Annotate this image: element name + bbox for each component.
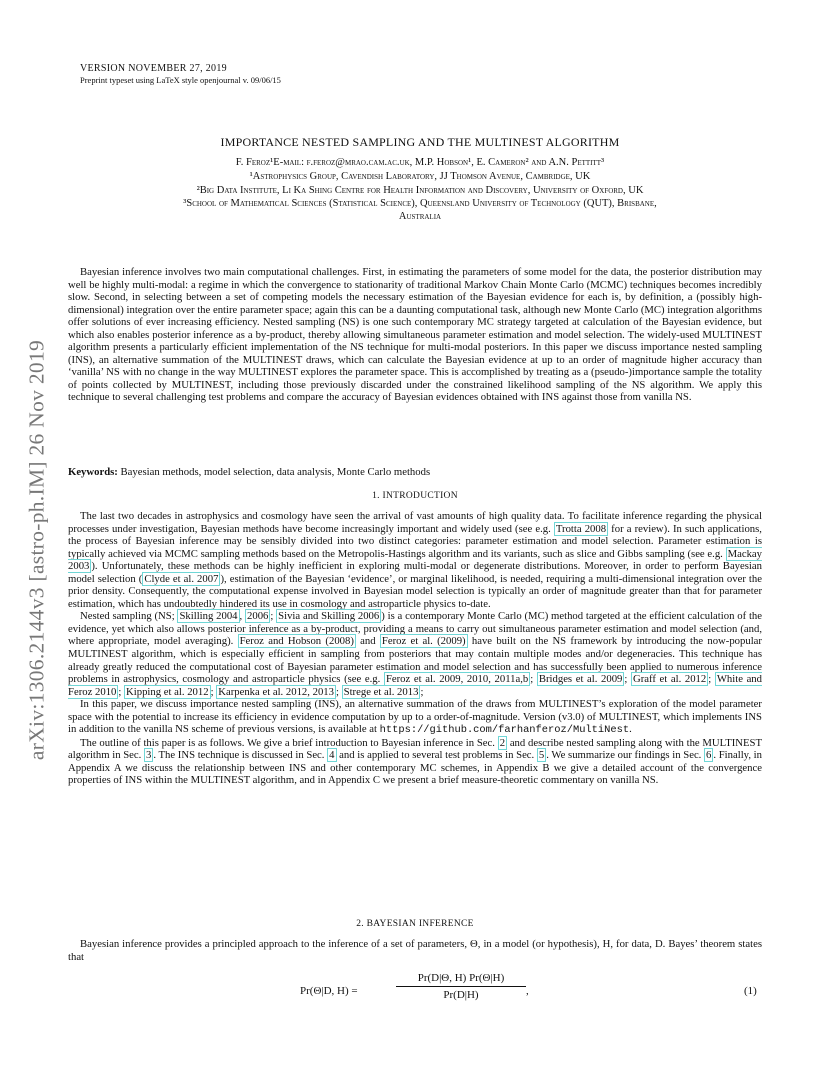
text-run: . We summarize our findings in Sec. [546, 749, 705, 762]
citation-link[interactable]: White and Feroz 2010 [68, 673, 762, 698]
text-run: . Finally, in Appendix A we discuss the relationship between INS and other contemporary MC schemes, in Appendix B we give a detailed account of the convergence properties of INS within the MULTINEST algorithm, and in Appendix C we present a brief measure-theoretic commentary on vanilla NS. [68, 749, 762, 787]
text-run: . The INS technique is discussed in Sec. [153, 749, 328, 762]
citation-link[interactable]: Sivia and Skilling 2006 [278, 610, 380, 623]
citation-link[interactable]: Mackay 2003 [68, 547, 762, 573]
text-run: ; [118, 685, 125, 698]
text-run: ; [335, 685, 342, 698]
text-run: and describe nested sampling along with the MULTINEST algorithm in Sec. [68, 736, 762, 762]
text-run: The last two decades in astrophysics and cosmology have seen the arrival of vast amounts of high quality data. To facilitate inference regarding the physical processes under investigation, Bayesian methods have become increasingly important and widely used (see e.g. [68, 510, 762, 535]
text-run: ). Unfortunately, these methods can be highly inefficient in exploring multi-modal or degenerate distributions. Moreover, in order to perform Bayesian model selection ( [68, 560, 762, 585]
text-run: ; [270, 610, 277, 623]
intro-paragraph-4 [68, 737, 762, 787]
intro-paragraph-2 [68, 610, 762, 698]
citation-link[interactable]: Feroz et al. (2009) [381, 635, 466, 648]
citation-link[interactable]: Bridges et al. 2009 [538, 673, 623, 686]
equation-lhs: Pr(Θ|D, H) = [300, 985, 358, 997]
intro-paragraph-1 [68, 510, 762, 610]
citation-link[interactable]: 2006 [247, 610, 269, 623]
text-run: In this paper, we discuss importance nested sampling (INS), an alternative summation of the draws from MULTINEST’s exploration of the model parameter space with the potential to increase its efficiency in evidence computation by up to a order-of-magnitude. Version (v3.0) of MULTINEST, which implements INS in addition to the vanilla NS scheme of previous versions, is available at [68, 698, 762, 736]
keywords-text: Bayesian methods, model selection, data analysis, Monte Carlo methods [117, 466, 431, 478]
paper-title: IMPORTANCE NESTED SAMPLING AND THE MULTINEST ALGORITHM [220, 135, 620, 149]
citation-link[interactable]: Kipping et al. 2012 [126, 685, 209, 698]
citation-link[interactable]: Trotta 2008 [555, 522, 607, 535]
section-ref-link[interactable]: 4 [329, 749, 335, 762]
abstract-text: Bayesian inference involves two main computational challenges. First, in estimating the parameters of some model for the data, the posterior distribution may well be highly multi-modal: a regime in which the convergence to stationarity of traditional Markov Chain Monte Carlo (MCMC) techniques becomes incredibly slow. Second, in selecting between a set of competing models the necessary estimation of the Bayesian evidence for each is, by definition, a (possibly high-dimensional) integration over the entire parameter space; again this can be a daunting computational task, although new Monte Carlo (MC) integration algorithms offer solutions of ever increasing efficiency. Nested sampling (NS) is one such contemporary MC strategy targeted at calculation of the Bayesian evidence, but which also enables posterior inference as a by-product, thereby allowing simultaneous parameter estimation and model selection. The widely-used MULTINEST algorithm presents a particularly efficient implementation of the NS technique for multi-modal posteriors. In this paper we discuss importance nested sampling (INS), an alternative summation of the MULTINEST draws, which can calculate the Bayesian evidence at up to an order of magnitude higher accuracy than ‘vanilla’ NS with no change in the way MULTINEST explores the parameter space. This is accomplished by treating as a (pseudo-)importance sample the totality of points collected by MULTINEST, including those previously discarded under the constrained likelihood sampling of the NS algorithm. We apply this technique to several challenging test problems and compare the accuracy of Bayesian evidences obtained with INS against those from vanilla NS. [68, 266, 762, 404]
text-run: , [239, 610, 246, 623]
preprint-line: Preprint typeset using LaTeX style openjournal v. 09/06/15 [80, 75, 281, 85]
citation-link[interactable]: Skilling 2004 [179, 610, 238, 623]
equation-number: (1) [744, 985, 757, 997]
section-ref-link[interactable]: 2 [499, 736, 506, 749]
affiliation-2: ²Big Data Institute, Li Ka Shing Centre for Health Information and Discovery, University of Oxford, UK [196, 185, 644, 196]
citation-link[interactable]: Feroz et al. 2009, 2010, 2011a,b [385, 673, 529, 686]
section-heading-bayesian-inference: 2. BAYESIAN INFERENCE [356, 919, 474, 929]
equation-comma: , [526, 985, 529, 997]
bayesian-inference-body [68, 938, 762, 963]
text-run: and [355, 635, 380, 648]
text-run: The outline of this paper is as follows. We give a brief introduction to Bayesian inference in Sec. [80, 736, 498, 749]
arxiv-sidebar [22, 250, 52, 850]
keywords-label: Keywords: [68, 466, 118, 478]
text-run: Nested sampling (NS; [80, 610, 178, 623]
citation-link[interactable]: Graff et al. 2012 [633, 673, 707, 686]
affiliation-3-country: Australia [398, 211, 442, 222]
citation-link[interactable]: Clyde et al. 2007 [144, 572, 219, 585]
text-run: ; [530, 673, 537, 686]
section-ref-link[interactable]: 5 [538, 749, 545, 762]
text-run: have built on the NS framework by introducing the now-popular MULTINEST algorithm, which is especially efficient in sampling from posteriors that may contain multiple modes and/or degeneracies. This technique has already greatly reduced the computational cost of Bayesian parameter estimation and model selection and has successfully been applied to numerous inference problems in astrophysics, cosmology and astroparticle physics (see e.g. [68, 635, 762, 686]
citation-link[interactable]: Feroz and Hobson (2008) [239, 635, 354, 648]
arxiv-identifier: arXiv:1306.2144v3 [astro-ph.IM] 26 Nov 2019 [24, 339, 49, 761]
keywords [68, 466, 762, 479]
version-line: VERSION NOVEMBER 27, 2019 [80, 63, 227, 74]
text-run: ), estimation of the Bayesian ‘evidence’, or marginal likelihood, is needed, requiring a multi-dimensional integration over the prior density. Consequently, the computational expense involved in Bayesian model selection is typically an order of magnitude greater than that for parameter estimation, which has undoubtedly hindered its use in cosmology and astroparticle physics to-date. [68, 572, 762, 610]
bayes-paragraph-1: Bayesian inference provides a principled approach to the inference of a set of parameters, Θ, in a model (or hypothesis), H, for data, D. Bayes’ theorem states that [68, 938, 762, 963]
section-heading-introduction: 1. INTRODUCTION [372, 491, 458, 501]
text-run: ; [420, 685, 424, 698]
equation-denominator: Pr(D|H) [443, 989, 479, 1001]
intro-paragraph-3 [68, 698, 762, 737]
author-list: F. Feroz¹E-mail: f.feroz@mrao.cam.ac.uk, M.P. Hobson¹, E. Cameron² and A.N. Pettitt³ [235, 157, 605, 168]
equation-fraction [396, 972, 526, 1001]
abstract [68, 266, 762, 404]
text-run: ; [210, 685, 217, 698]
affiliation-3: ³School of Mathematical Sciences (Statistical Science), Queensland University of Technology (QUT), Brisbane, [183, 198, 657, 209]
text-run: ; [624, 673, 631, 686]
github-url-link[interactable]: https://github.com/farhanferoz/MultiNest [379, 724, 630, 737]
introduction-body [68, 510, 762, 787]
citation-link[interactable]: Karpenka et al. 2012, 2013 [218, 685, 334, 698]
section-ref-link[interactable]: 3 [146, 749, 152, 762]
text-run: and is applied to several test problems in Sec. [336, 749, 537, 762]
section-ref-link[interactable]: 6 [706, 749, 712, 762]
text-run: for a review). In such applications, the process of Bayesian inference may be sensibly divided into two distinct categories: parameter estimation and model selection. Parameter estimation is typically achieved via MCMC sampling methods based on the Metropolis-Hastings algorithm and its variants, such as slice and Gibbs sampling (see e.g. [68, 522, 762, 560]
bayes-equation [300, 972, 540, 1012]
text-run: ) is a contemporary Monte Carlo (MC) method targeted at the efficient calculation of the evidence, yet which also allows posterior inference as a by-product, providing a means to carry out simultaneous parameter estimation and model selection (and, where appropriate, model averaging). [68, 610, 763, 648]
text-run: ; [708, 673, 715, 686]
affiliation-1: ¹Astrophysics Group, Cavendish Laboratory, JJ Thomson Avenue, Cambridge, UK [249, 171, 591, 182]
citation-link[interactable]: Strege et al. 2013 [343, 685, 419, 698]
equation-numerator: Pr(D|Θ, H) Pr(Θ|H) [396, 972, 526, 987]
text-run: . [629, 723, 632, 736]
